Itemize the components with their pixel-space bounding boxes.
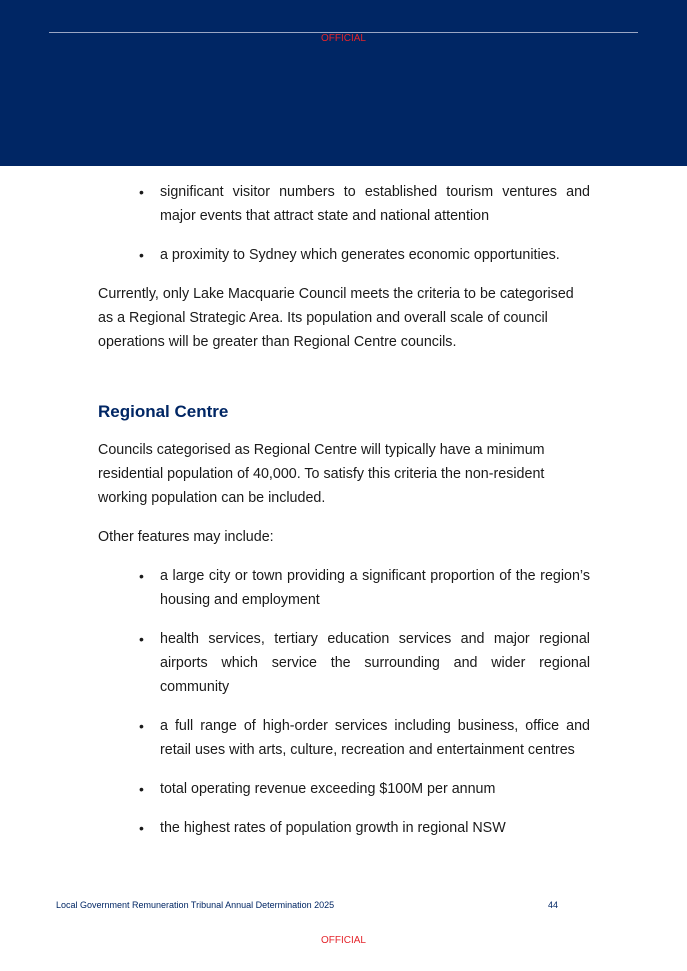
list-item-text: a proximity to Sydney which generates economic opportunities. [160, 247, 560, 263]
bullet-list-bottom [98, 564, 590, 840]
list-item-text: health services, tertiary education services and major regional airports which service the surrounding and wider regional community [160, 631, 590, 695]
bullet-icon: • [139, 568, 144, 584]
bullet-icon: • [139, 631, 144, 647]
list-item [98, 777, 590, 801]
list-item-text: a large city or town providing a significant proportion of the region’s housing and employment [160, 568, 590, 608]
list-item [98, 564, 590, 612]
paragraph: Councils categorised as Regional Centre will typically have a minimum residential population of 40,000. To satisfy this criteria the non-resident working population can be included. [98, 442, 545, 506]
paragraph: Currently, only Lake Macquarie Council meets the criteria to be categorised as a Regional Strategic Area. Its population and overall scale of council operations will be greater than Regional Centre councils. [98, 286, 574, 350]
bullet-list-top [98, 180, 590, 267]
footer-document-title: Local Government Remuneration Tribunal Annual Determination 2025 [56, 900, 335, 910]
classification-label-bottom: OFFICIAL [320, 935, 366, 946]
list-item-text: significant visitor numbers to established tourism ventures and major events that attract state and national attention [160, 184, 590, 224]
list-item-text: the highest rates of population growth in regional NSW [160, 820, 506, 836]
page-content [98, 180, 590, 855]
paragraph: Other features may include: [98, 529, 274, 545]
section-heading: Regional Centre [98, 402, 229, 421]
footer-page-number: 44 [548, 900, 559, 910]
list-item [98, 816, 590, 840]
bullet-icon: • [139, 781, 144, 797]
list-item [98, 627, 590, 699]
header-banner [0, 0, 687, 166]
bullet-icon: • [139, 820, 144, 836]
bullet-icon: • [139, 718, 144, 734]
list-item-text: a full range of high-order services including business, office and retail uses with arts, culture, recreation and entertainment centres [160, 718, 590, 758]
list-item-text: total operating revenue exceeding $100M per annum [160, 781, 496, 797]
list-item [98, 243, 590, 267]
list-item [98, 714, 590, 762]
list-item [98, 180, 590, 228]
classification-label-top: OFFICIAL [320, 33, 366, 44]
bullet-icon: • [139, 247, 144, 263]
bullet-icon: • [139, 184, 144, 200]
